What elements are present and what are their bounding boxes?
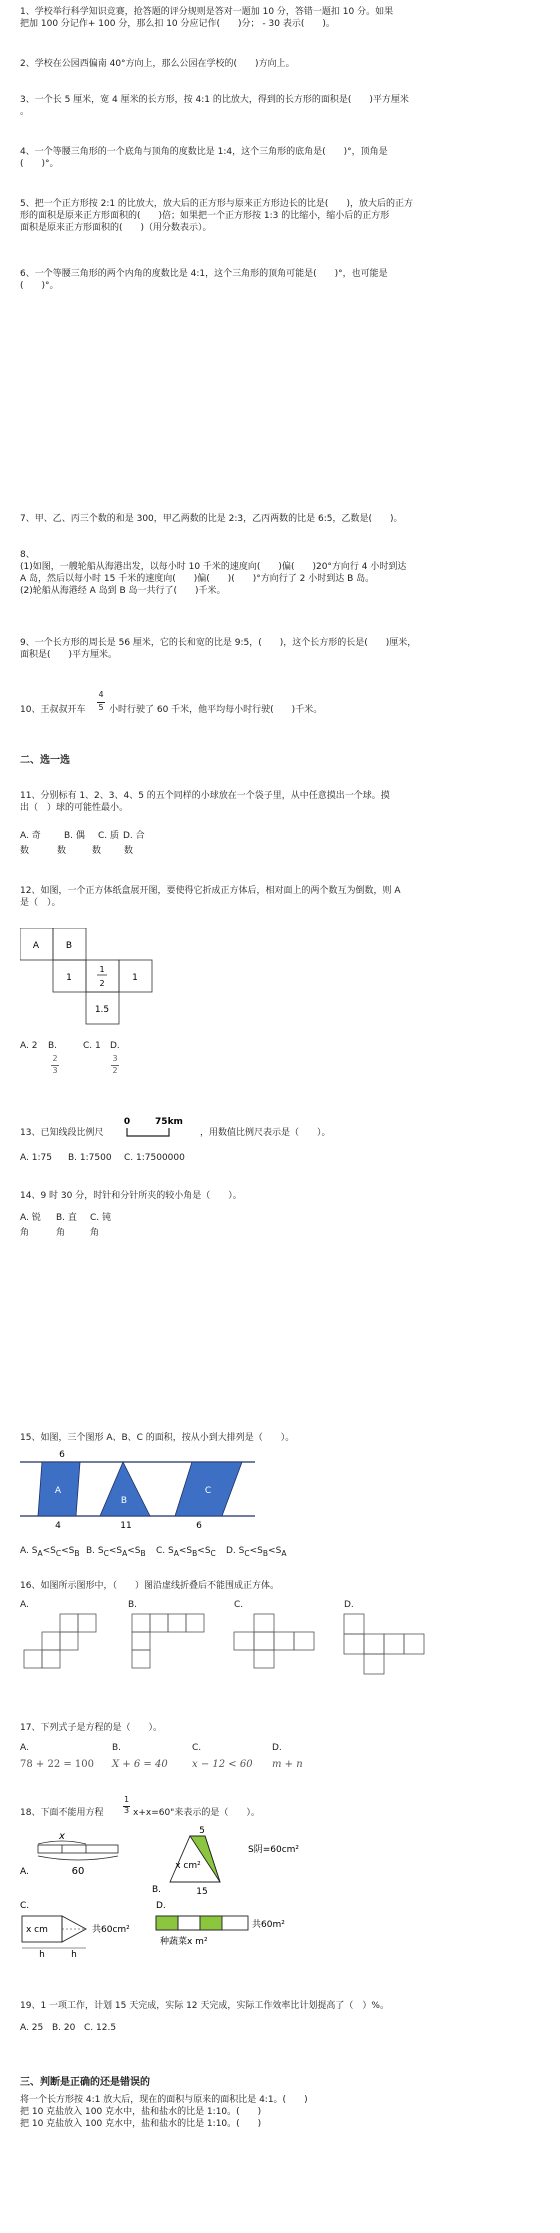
scale-zero-label: 0 (123, 1117, 131, 1127)
q18-option-d-label: D. (156, 1901, 166, 1911)
q19-option-c[interactable]: C. 12.5 (84, 2023, 117, 2033)
q10-text-post: 小时行驶了 60 千米，他平均每小时行驶( )千米。 (109, 705, 323, 715)
question-3 (20, 94, 540, 118)
q5-line2: 形的面积是原来正方形面积的( )倍；如果把一个正方形按 1:3 的比缩小，缩小后的正方形 (20, 211, 390, 222)
q15-line1: 15、如图，三个图形 A、B、C 的面积，按从小到大排列是（ ）。 (20, 1433, 295, 1443)
q12-option-a[interactable]: A. 2 (20, 1041, 38, 1051)
question-19 (20, 2000, 540, 2012)
shape-a-height-label: 4 (55, 1521, 61, 1530)
question-5 (20, 198, 540, 234)
q11-line2: 出（ ）球的可能性最小。 (20, 803, 129, 814)
question-1 (20, 6, 540, 30)
q4-line1: 4、一个等腰三角形的一个底角与顶角的度数比是 1:4，这个三角形的底角是( )°，顶角是 (20, 147, 388, 157)
q18-fraction-denominator: 3 (123, 1806, 130, 1815)
q10-fraction-numerator: 4 (98, 690, 104, 699)
question-4 (20, 146, 540, 170)
q13-text-post: ，用数值比例尺表示是（ ）。 (200, 1128, 331, 1138)
q16-option-a[interactable]: A. (20, 1600, 29, 1610)
q17-option-d-expression: m + n (272, 1759, 303, 1770)
q9-line1: 9、一个长方形的周长是 56 厘米，它的长和宽的比是 9:5，( )，这个长方形的长是( )厘米， (20, 638, 417, 648)
q11-option-d[interactable]: D. 合 (123, 831, 145, 841)
q10-fraction-denominator: 5 (98, 703, 104, 712)
q19-line1: 19、1 一项工作，计划 15 天完成，实际 12 天完成，实际工作效率比计划提高了（ ）%。 (20, 2001, 389, 2011)
q16-option-d[interactable]: D. (344, 1600, 354, 1610)
q13-option-b[interactable]: B. 1:7500 (68, 1153, 112, 1163)
q18-option-a-label: A. (20, 1867, 29, 1877)
q17-option-c-expression: x − 12 < 60 (192, 1759, 253, 1770)
q17-option-a[interactable]: A. (20, 1743, 29, 1753)
q1-line1: 1、学校举行科学知识竞赛，抢答题的评分规则是答对一题加 10 分，答错一题扣 10 分。如果 (20, 7, 394, 17)
shape-b-base-label: 11 (120, 1521, 132, 1530)
shape-b-triangle (100, 1462, 150, 1516)
q16-net-d-figure (342, 1612, 434, 1682)
q18-option-c-figure[interactable] (20, 1898, 150, 1960)
question-10 (20, 690, 540, 726)
net-cell-one-point-five: 1.5 (94, 1005, 110, 1015)
question-7 (20, 513, 540, 525)
net-cell-half-denominator: 2 (99, 979, 105, 988)
q8-line4: (2)轮船从海港经 A 岛到 B 岛一共行了( )千米。 (20, 586, 226, 597)
q5-line1: 5、把一个正方形按 2:1 的比放大，放大后的正方形与原来正方形边长的比是( )，放大后的正方 (20, 199, 413, 209)
scale-length-label: 75km (155, 1117, 183, 1127)
q12-option-d-denominator: 2 (112, 1066, 118, 1075)
q15-option-d-label: D. S (226, 1546, 245, 1556)
question-17 (20, 1722, 540, 1734)
q16-line1: 16、如图所示图形中，（ ）图沿虚线折叠后不能围成正方体。 (20, 1581, 279, 1591)
q18-a-top-label: x (59, 1831, 65, 1842)
question-2 (20, 58, 540, 70)
q8-line3: A 岛，然后以每小时 15 千米的速度向( )偏( )( )°方向行了 2 小时到达 B 岛。 (20, 574, 375, 585)
q18-option-a-figure[interactable] (20, 1830, 120, 1880)
net-cell-a: A (32, 941, 40, 951)
q15-option-d[interactable]: D. $S_C<S_B<S_A$ (226, 1546, 287, 1558)
q17-option-b[interactable]: B. (112, 1743, 122, 1753)
q14-option-a[interactable]: A. 锐 (20, 1213, 41, 1223)
shape-a-top-label: 6 (59, 1450, 65, 1460)
q18-b-base-label: x cm² (175, 1861, 201, 1871)
question-12 (20, 885, 540, 909)
q11-option-c[interactable]: C. 质 (98, 831, 120, 841)
q18-option-b-figure[interactable] (150, 1826, 310, 1898)
question-9 (20, 637, 540, 661)
q18-option-d-figure[interactable] (150, 1898, 310, 1960)
tf-item-2: 把 10 克盐放入 100 克水中，盐和盐水的比是 1:10。( ) (20, 2107, 262, 2118)
q16-option-c[interactable]: C. (234, 1600, 244, 1610)
shape-a-label: A (54, 1486, 62, 1496)
q6-line2: ( )°。 (20, 281, 59, 292)
q12-cube-net-figure (20, 928, 160, 1028)
question-16 (20, 1580, 540, 1592)
q12-option-b-denominator: 3 (52, 1066, 58, 1075)
q15-option-c-label: C. S (156, 1546, 174, 1556)
q15-option-c[interactable]: C. $S_A<S_B<S_C$ (156, 1546, 216, 1558)
q12-option-c[interactable]: C. 1 (83, 1041, 101, 1051)
q19-option-b[interactable]: B. 20 (52, 2023, 76, 2033)
q10-text-pre: 10、王叔叔开车 (20, 705, 86, 715)
q18-b-top-label: 5 (199, 1826, 205, 1836)
q15-option-b-label: B. S (86, 1546, 104, 1556)
q14-option-a-suffix: 角 (20, 1228, 30, 1238)
q18-b-area-label: S阴=60cm² (248, 1845, 300, 1855)
q12-option-d-numerator: 3 (112, 1054, 118, 1063)
q17-option-c[interactable]: C. (192, 1743, 202, 1753)
q1-line2: 把加 100 分记作+ 100 分，那么扣 10 分应记作( )分； - 30 表示( )。 (20, 19, 335, 30)
q13-line-scale (123, 1115, 195, 1141)
q13-option-c[interactable]: C. 1:7500000 (124, 1153, 185, 1163)
q11-option-a[interactable]: A. 奇 (20, 831, 41, 841)
q14-line1: 14、9 时 30 分，时针和分针所夹的较小角是（ ）。 (20, 1191, 242, 1201)
q11-option-d-suffix: 数 (124, 846, 134, 856)
shape-b-label: B (120, 1496, 128, 1506)
net-cell-b: B (65, 941, 73, 951)
q11-option-a-suffix: 数 (20, 846, 30, 856)
tf-item-3: 把 10 克盐放入 100 克水中，盐和盐水的比是 1:10。( ) (20, 2119, 262, 2130)
q18-c-total-label: 共60cm² (92, 1925, 130, 1935)
q12-option-d[interactable]: D. (110, 1041, 120, 1051)
q14-option-c[interactable]: C. 钝 (90, 1213, 112, 1223)
q13-option-a[interactable]: A. 1:75 (20, 1153, 52, 1163)
q14-option-c-suffix: 角 (90, 1228, 100, 1238)
q18-b-bottom-label: 15 (196, 1887, 208, 1897)
q18-fraction-numerator: 1 (123, 1795, 130, 1804)
true-false-items (20, 2094, 540, 2130)
q14-option-b[interactable]: B. 直 (56, 1213, 77, 1223)
q18-c-width-label: x cm (26, 1925, 48, 1935)
q12-option-b[interactable]: B. (48, 1041, 58, 1051)
q3-line2: 。 (20, 107, 30, 118)
question-8 (20, 549, 540, 598)
q7-line1: 7、甲、乙、丙三个数的和是 300，甲乙两数的比是 2:3，乙丙两数的比是 6:5，乙数是( )。 (20, 514, 403, 524)
q18-option-c-label: C. (20, 1901, 30, 1911)
q18-text-pre: 18、下面不能用方程 (20, 1808, 104, 1818)
q17-option-a-expression: 78 + 22 = 100 (20, 1759, 95, 1770)
q11-option-b[interactable]: B. 偶 (64, 831, 85, 841)
q9-line2: 面积是( )平方厘米。 (20, 650, 118, 661)
q18-d-total-label: 共60m² (252, 1920, 285, 1930)
q18-c-height-label-2: h (71, 1950, 77, 1960)
q12-line2: 是（ ）。 (20, 898, 61, 909)
q15-option-a-label: A. S (20, 1546, 38, 1556)
section-2-heading: 二、选一选 (20, 755, 70, 766)
q11-line1: 11、分别标有 1、2、3、4、5 的五个同样的小球放在一个袋子里，从中任意摸出一个球。摸 (20, 791, 390, 801)
q16-net-c-figure (232, 1612, 322, 1674)
q15-option-a[interactable]: A. $S_A<S_C<S_B$ (20, 1546, 80, 1558)
question-6 (20, 268, 540, 292)
q17-line1: 17、下列式子是方程的是（ ）。 (20, 1723, 162, 1733)
q11-option-c-suffix: 数 (92, 846, 102, 856)
q3-line1: 3、一个长 5 厘米，宽 4 厘米的长方形，按 4:1 的比放大，得到的长方形的面积是( )平方厘米 (20, 95, 409, 105)
q12-option-b-numerator: 2 (52, 1054, 58, 1063)
question-13 (20, 1115, 540, 1145)
shape-c-base-label: 6 (196, 1521, 202, 1530)
section-3-heading: 三、判断是正确的还是错误的 (20, 2077, 150, 2088)
q2-line1: 2、学校在公园西偏南 40°方向上，那么公园在学校的( )方向上。 (20, 59, 295, 69)
q6-line1: 6、一个等腰三角形的两个内角的度数比是 4:1，这个三角形的顶角可能是( )°，也可能是 (20, 269, 388, 279)
net-cell-half-numerator: 1 (99, 965, 105, 974)
q11-option-b-suffix: 数 (57, 846, 67, 856)
q5-line3: 面积是原来正方形面积的( )（用分数表示）。 (20, 223, 212, 234)
q16-net-b-figure (130, 1612, 210, 1674)
q18-c-height-label-1: h (39, 1950, 45, 1960)
q17-option-b-expression: X + 6 = 40 (112, 1759, 168, 1770)
question-11 (20, 790, 540, 814)
question-15 (20, 1432, 540, 1444)
net-cell-one: 1 (66, 973, 72, 983)
q4-line2: ( )°。 (20, 159, 59, 170)
q14-option-b-suffix: 角 (56, 1228, 66, 1238)
q16-option-b[interactable]: B. (128, 1600, 138, 1610)
net-cell-one-right: 1 (132, 973, 138, 983)
q15-parallel-lines-figure (20, 1448, 260, 1530)
q17-option-d[interactable]: D. (272, 1743, 282, 1753)
question-14 (20, 1190, 540, 1202)
q18-option-b-label: B. (152, 1885, 162, 1895)
q18-a-bottom-label: 60 (71, 1866, 85, 1877)
q18-text-post: x+x=60"来表示的是（ ）。 (133, 1808, 260, 1818)
q15-option-b[interactable]: B. $S_C<S_A<S_B$ (86, 1546, 146, 1558)
question-18 (20, 1795, 540, 1825)
q18-d-inner-label: 种蔬菜x m² (160, 1937, 208, 1947)
tf-item-1: 将一个长方形按 4:1 放大后，现在的面积与原来的面积比是 4:1。( ) (20, 2095, 308, 2105)
q12-line1: 12、如图，一个正方体纸盒展开图，要使得它折成正方体后，相对面上的两个数互为倒数，则 A (20, 886, 401, 896)
q8-line1: 8、 (20, 550, 35, 560)
q8-line2: (1)如图，一艘轮船从海港出发，以每小时 10 千米的速度向( )偏( )20°方向行 4 小时到达 (20, 562, 407, 573)
q19-option-a[interactable]: A. 25 (20, 2023, 44, 2033)
q16-net-a-figure (22, 1612, 102, 1674)
q13-text-pre: 13、已知线段比例尺 (20, 1128, 104, 1138)
shape-c-label: C (204, 1486, 212, 1496)
